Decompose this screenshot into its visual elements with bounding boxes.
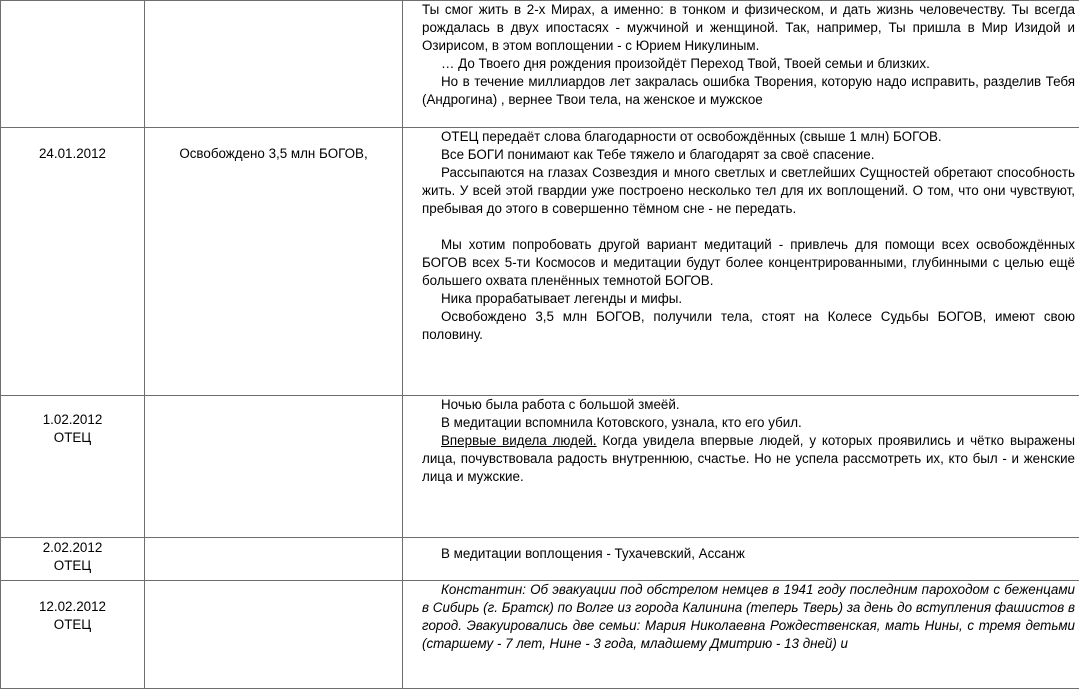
paragraph: ОТЕЦ передаёт слова благодарности от освобождённых (свыше 1 млн) БОГОВ. — [422, 128, 1075, 146]
event-cell — [145, 538, 403, 581]
paragraph-rest: Когда увидела впервые людей, у которых проявились и чётко выражены лица, почувствовала радость внутреннюю, счастье. Но не успела рассмотреть их, кто был - и женские лица и мужские. — [422, 433, 1075, 484]
paragraph: Но в течение миллиардов лет закралась ошибка Творения, которую надо исправить, разделив Тебя (Андрогина) , вернее Твои тела, на женское и мужское — [422, 73, 1075, 109]
signer-text: ОТЕЦ — [1, 429, 144, 447]
text-cell — [403, 581, 1079, 689]
signer-text: ОТЕЦ — [1, 616, 144, 634]
date-cell — [1, 128, 145, 396]
paragraph: Освобождено 3,5 млн БОГОВ, получили тела, стоят на Колесе Судьбы БОГОВ, имеют свою половину. — [422, 308, 1075, 344]
paragraph: Ты смог жить в 2-х Мирах, а именно: в тонком и физическом, и дать жизнь человечеству. Ты всегда рождалась в двух ипостасях - мужчиной и женщиной. Так, например, Ты пришла в Мир Изидой и Озирисом, в этом воплощении - с Юрием Никулиным. — [422, 1, 1075, 55]
date-text: 2.02.2012 — [1, 539, 144, 557]
table-row — [1, 1, 1079, 128]
underlined-phrase: Впервые видела людей. — [441, 433, 597, 448]
date-text: 12.02.2012 — [1, 598, 144, 616]
paragraph: В медитации воплощения - Тухачевский, Ассанж — [422, 545, 1075, 563]
event-cell — [145, 1, 403, 128]
paragraph: Ночью была работа с большой змеёй. — [422, 396, 1075, 414]
event-cell — [145, 581, 403, 689]
date-cell — [1, 1, 145, 128]
signer-text: ОТЕЦ — [1, 557, 144, 575]
paragraph: Все БОГИ понимают как Тебе тяжело и благодарят за своё спасение. — [422, 146, 1075, 164]
event-cell — [145, 128, 403, 396]
table-row — [1, 396, 1079, 538]
event-cell — [145, 396, 403, 538]
date-cell — [1, 581, 145, 689]
text-cell — [403, 396, 1079, 538]
paragraph: Ника прорабатывает легенды и мифы. — [422, 290, 1075, 308]
paragraph: Мы хотим попробовать другой вариант медитаций - привлечь для помощи всех освобождённых БОГОВ всех 5-ти Космосов и медитации будут более концентрированными, глубинными с целью ещё большего охвата пленённых темнотой БОГОВ. — [422, 236, 1075, 290]
table-row — [1, 581, 1079, 689]
date-cell — [1, 396, 145, 538]
paragraph: Рассыпаются на глазах Созвездия и много светлых и светлейших Сущностей обретают способность жить. У всей этой гвардии уже построено несколько тел для их воплощений. О том, что они чувствуют, пребывая до этого в совершенно тёмном сне - не передать. — [422, 164, 1075, 218]
event-text: Освобождено 3,5 млн БОГОВ, — [145, 145, 402, 163]
paragraph: … До Твоего дня рождения произойдёт Переход Твой, Твоей семьи и близких. — [422, 55, 1075, 73]
date-text: 1.02.2012 — [1, 411, 144, 429]
blank-line — [422, 218, 1075, 236]
table-row — [1, 128, 1079, 396]
paragraph: В медитации вспомнила Котовского, узнала, кто его убил. — [422, 414, 1075, 432]
text-cell — [403, 538, 1079, 581]
paragraph: Константин: Об эвакуации под обстрелом немцев в 1941 году последним пароходом с беженцами в Сибирь (г. Братск) по Волге из города Калинина (теперь Тверь) за день до вступления фашистов в город. Эвакуировались две семьи: Мария Николаевна Рождественская, мать Нины, с тремя детьми (старшему - 7 лет, Нине - 3 года, младшему Дмитрию - 13 дней) и — [422, 581, 1075, 653]
text-cell — [403, 1, 1079, 128]
date-cell — [1, 538, 145, 581]
paragraph — [422, 432, 1075, 486]
text-cell — [403, 128, 1079, 396]
table-row — [1, 538, 1079, 581]
date-text: 24.01.2012 — [1, 145, 144, 163]
